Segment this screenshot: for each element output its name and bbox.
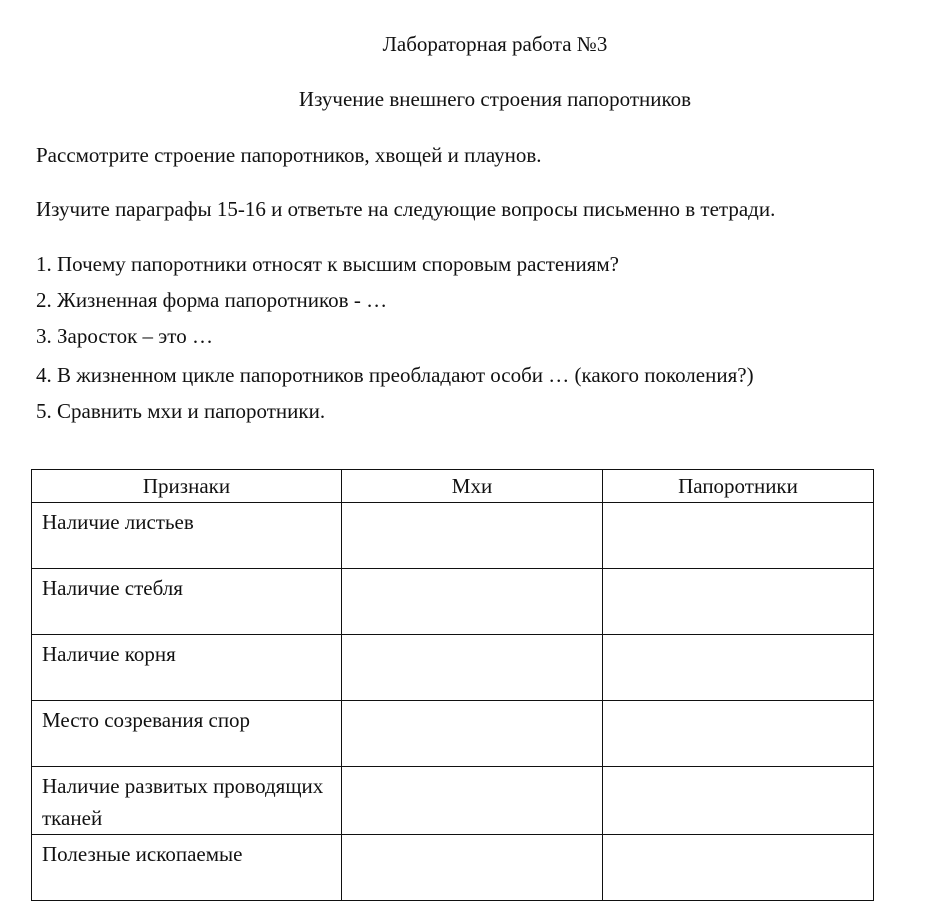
ferns-cell[interactable] bbox=[603, 835, 874, 901]
table-row bbox=[32, 701, 874, 767]
question-item: 1. Почему папоротники относят к высшим споровым растениям? bbox=[36, 252, 619, 276]
table-row bbox=[32, 635, 874, 701]
feature-cell: Наличие стебля bbox=[32, 569, 342, 635]
table-row bbox=[32, 767, 874, 835]
ferns-cell[interactable] bbox=[603, 767, 874, 835]
ferns-cell[interactable] bbox=[603, 503, 874, 569]
comparison-table bbox=[31, 469, 874, 901]
column-header-features: Признаки bbox=[32, 470, 342, 503]
page-title: Лабораторная работа №3 bbox=[382, 32, 608, 56]
mosses-cell[interactable] bbox=[342, 635, 603, 701]
mosses-cell[interactable] bbox=[342, 701, 603, 767]
column-header-mosses: Мхи bbox=[342, 470, 603, 503]
page-subtitle: Изучение внешнего строения папоротников bbox=[298, 87, 692, 111]
question-item: 5. Сравнить мхи и папоротники. bbox=[36, 399, 326, 423]
question-item: 4. В жизненном цикле папоротников преобладают особи … (какого поколения?) bbox=[36, 363, 754, 387]
mosses-cell[interactable] bbox=[342, 835, 603, 901]
column-header-ferns: Папоротники bbox=[603, 470, 874, 503]
feature-cell: Наличие развитых проводящих тканей bbox=[32, 767, 342, 835]
feature-cell: Наличие листьев bbox=[32, 503, 342, 569]
mosses-cell[interactable] bbox=[342, 569, 603, 635]
feature-cell: Место созревания спор bbox=[32, 701, 342, 767]
ferns-cell[interactable] bbox=[603, 635, 874, 701]
question-item: 2. Жизненная форма папоротников - … bbox=[36, 288, 388, 312]
question-item: 3. Заросток – это … bbox=[36, 324, 213, 348]
table-row bbox=[32, 835, 874, 901]
table-row bbox=[32, 569, 874, 635]
mosses-cell[interactable] bbox=[342, 767, 603, 835]
table-header-row bbox=[32, 470, 874, 503]
ferns-cell[interactable] bbox=[603, 569, 874, 635]
ferns-cell[interactable] bbox=[603, 701, 874, 767]
intro-paragraph: Рассмотрите строение папоротников, хвощей и плаунов. bbox=[36, 143, 542, 167]
feature-cell: Полезные ископаемые bbox=[32, 835, 342, 901]
table-row bbox=[32, 503, 874, 569]
intro-paragraph: Изучите параграфы 15-16 и ответьте на следующие вопросы письменно в тетради. bbox=[36, 197, 776, 221]
feature-cell: Наличие корня bbox=[32, 635, 342, 701]
mosses-cell[interactable] bbox=[342, 503, 603, 569]
